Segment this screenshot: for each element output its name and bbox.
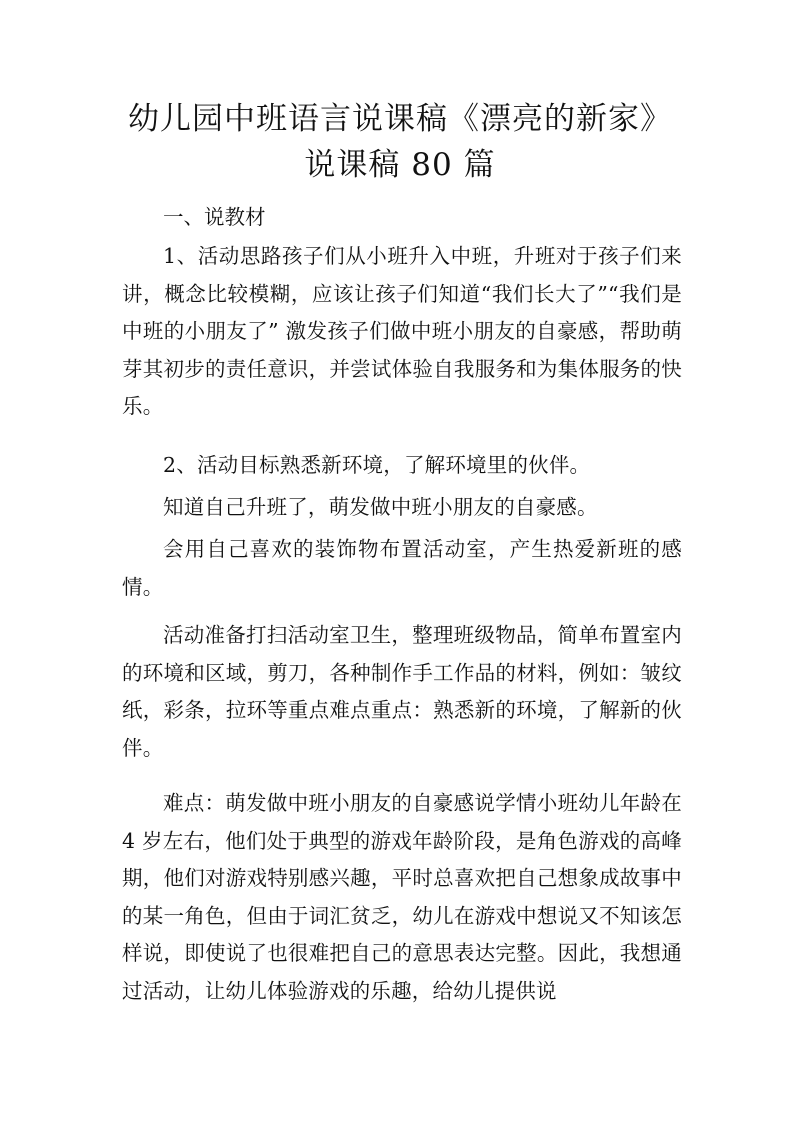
document-title-line-1: 幼儿园中班语言说课稿《漂亮的新家》: [128, 101, 672, 137]
paragraph: 1、活动思路孩子们从小班升入中班，升班对于孩子们来讲，概念比较模糊，应该让孩子们知道“我们长大了”“我们是中班的小朋友了” 激发孩子们做中班小朋友的自豪感，帮助萌芽其初步的责任意识，并尝试体验自我服务和为集体服务的快乐。: [122, 244, 682, 418]
paragraph: 2、活动目标熟悉新环境，了解环境里的伙伴。: [163, 453, 591, 477]
section-heading: 一、说教材: [163, 205, 266, 229]
paragraph: 难点：萌发做中班小朋友的自豪感说学情小班幼儿年龄在 4 岁左右，他们处于典型的游戏年龄阶段，是角色游戏的高峰期，他们对游戏特别感兴趣，平时总喜欢把自己想象成故事中的某一角色，但由于词汇贫乏，幼儿在游戏中想说又不知该怎样说，即使说了也很难把自己的意思表达完整。因此，我想通过活动，让幼儿体验游戏的乐趣，给幼儿提供说: [122, 791, 682, 1003]
paragraph: 活动准备打扫活动室卫生，整理班级物品，简单布置室内的环境和区域，剪刀，各种制作手工作品的材料，例如：皱纹纸，彩条，拉环等重点难点重点：熟悉新的环境，了解新的伙伴。: [122, 623, 682, 760]
document-title-line-2: 说课稿 80 篇: [304, 147, 496, 183]
paragraph: 知道自己升班了，萌发做中班小朋友的自豪感。: [163, 495, 598, 519]
paragraph: 会用自己喜欢的装饰物布置活动室，产生热爱新班的感情。: [122, 537, 682, 599]
